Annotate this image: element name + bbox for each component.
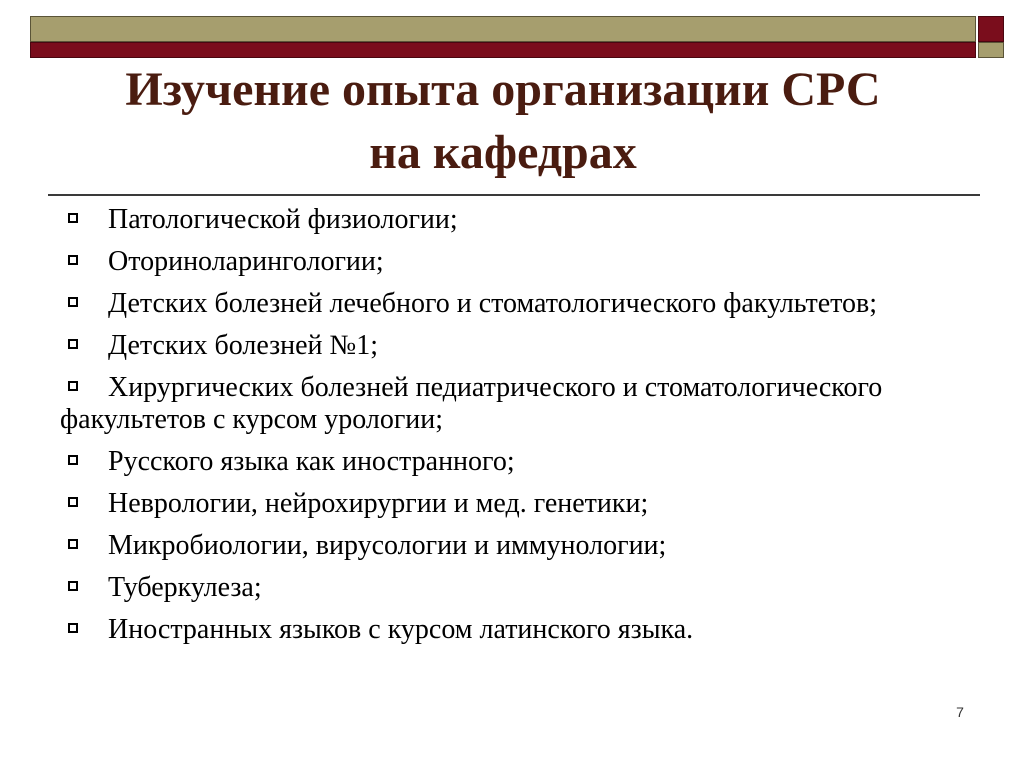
list-item-text: Иностранных языков с курсом латинского языка. [108,614,694,645]
decorative-square-maroon [978,16,1004,42]
list-item-text: Детских болезней №1; [108,330,379,361]
list-item-text: Русского языка как иностранного; [108,446,515,477]
list-item [60,372,960,436]
list-item [60,246,960,278]
decorative-square-olive [978,42,1004,58]
list-item-text: Патологической физиологии; [108,204,458,235]
slide-title-line-1: Изучение опыта организации СРС [125,63,881,116]
list-item-text: Детских болезней лечебного и стоматологического факультетов; [108,288,878,319]
hollow-square-icon [68,297,78,307]
list-item [60,446,960,478]
hollow-square-icon [68,581,78,591]
list-item-text: Оториноларингологии; [108,246,384,277]
hollow-square-icon [68,255,78,265]
slide-title [30,58,976,184]
list-item [60,204,960,236]
hollow-square-icon [68,623,78,633]
list-item [60,530,960,562]
decorative-bar-maroon [30,42,976,58]
list-item [60,330,960,362]
list-item-text: Микробиологии, вирусологии и иммунологии; [108,530,667,561]
list-item [60,572,960,604]
hollow-square-icon [68,339,78,349]
slide-title-line-2: на кафедрах [369,126,637,179]
list-item-text: Туберкулеза; [108,572,262,603]
decorative-bar-olive [30,16,976,42]
hollow-square-icon [68,381,78,391]
list-item [60,488,960,520]
list-item-text: Хирургических болезней педиатрического и стоматологического факультетов с курсом урологии; [60,372,883,435]
hollow-square-icon [68,539,78,549]
page-number: 7 [956,704,964,720]
hollow-square-icon [68,455,78,465]
title-divider [48,194,980,196]
hollow-square-icon [68,213,78,223]
list-item [60,614,960,646]
department-list [60,204,960,656]
list-item-text: Неврологии, нейрохирургии и мед. генетики; [108,488,649,519]
hollow-square-icon [68,497,78,507]
list-item [60,288,960,320]
